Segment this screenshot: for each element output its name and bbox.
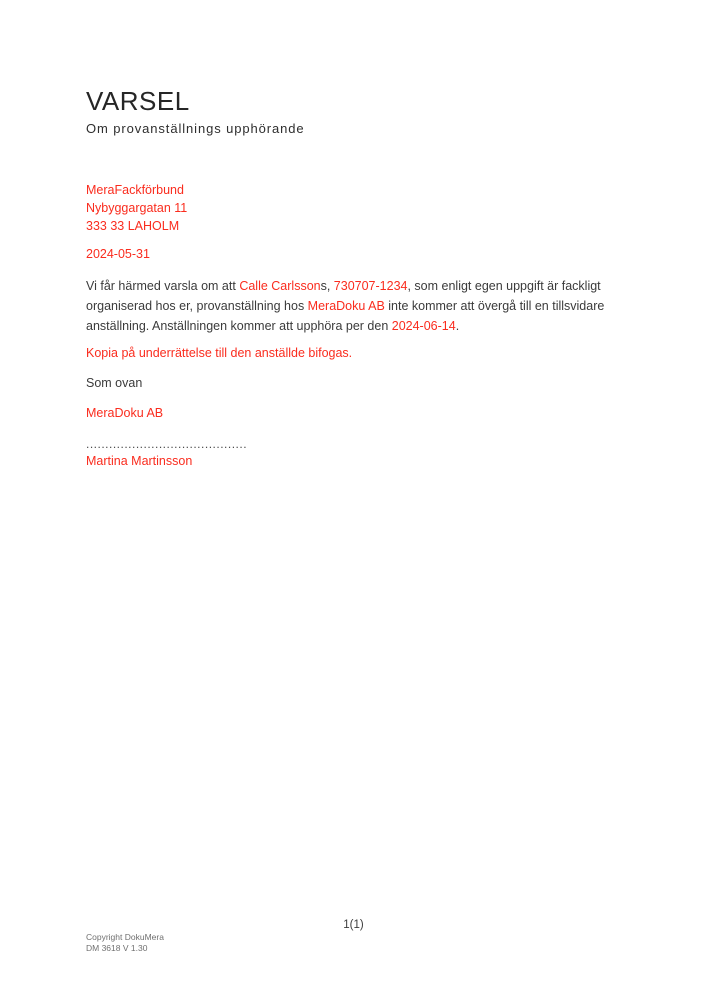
document-subtitle: Om provanställnings upphörande	[86, 121, 305, 136]
signature-line: ..........................................	[86, 437, 248, 451]
body-text-segment: Vi får härmed varsla om att	[86, 279, 240, 293]
signatory-name: Martina Martinsson	[86, 454, 193, 468]
body-text-segment: .	[455, 319, 460, 333]
employee-name: Calle Carlsson	[239, 279, 321, 293]
termination-date: 2024-06-14	[391, 319, 456, 333]
copyright-text: Copyright DokuMera	[86, 932, 164, 942]
recipient-city: 333 33 LAHOLM	[86, 219, 180, 233]
closing-phrase: Som ovan	[86, 376, 143, 390]
body-text-segment: inte kommer att övergå till en tillsvidare anställning. Anställningen kommer att upphöra per den	[86, 299, 605, 333]
page-number: 1(1)	[343, 919, 364, 931]
recipient-name: MeraFackförbund	[86, 183, 184, 197]
attachment-note: Kopia på underrättelse till den anställde bifogas.	[86, 346, 353, 360]
employer-company-name: MeraDoku AB	[307, 299, 385, 313]
closing-company-name: MeraDoku AB	[86, 406, 164, 420]
body-paragraph	[86, 276, 647, 336]
personal-number: 730707-1234	[333, 279, 408, 293]
letter-content	[86, 87, 647, 470]
copyright-block	[86, 932, 164, 954]
recipient-street: Nybyggargatan 11	[86, 201, 188, 215]
body-text-segment: , som enligt egen uppgift är fackligt organiserad hos er, provanställning hos	[86, 279, 601, 313]
document-title: VARSEL	[86, 86, 190, 116]
document-id: DM 3618 V 1.30	[86, 943, 148, 953]
letter-date: 2024-05-31	[86, 247, 150, 261]
recipient-block	[86, 181, 647, 235]
body-text-segment: s,	[320, 279, 334, 293]
